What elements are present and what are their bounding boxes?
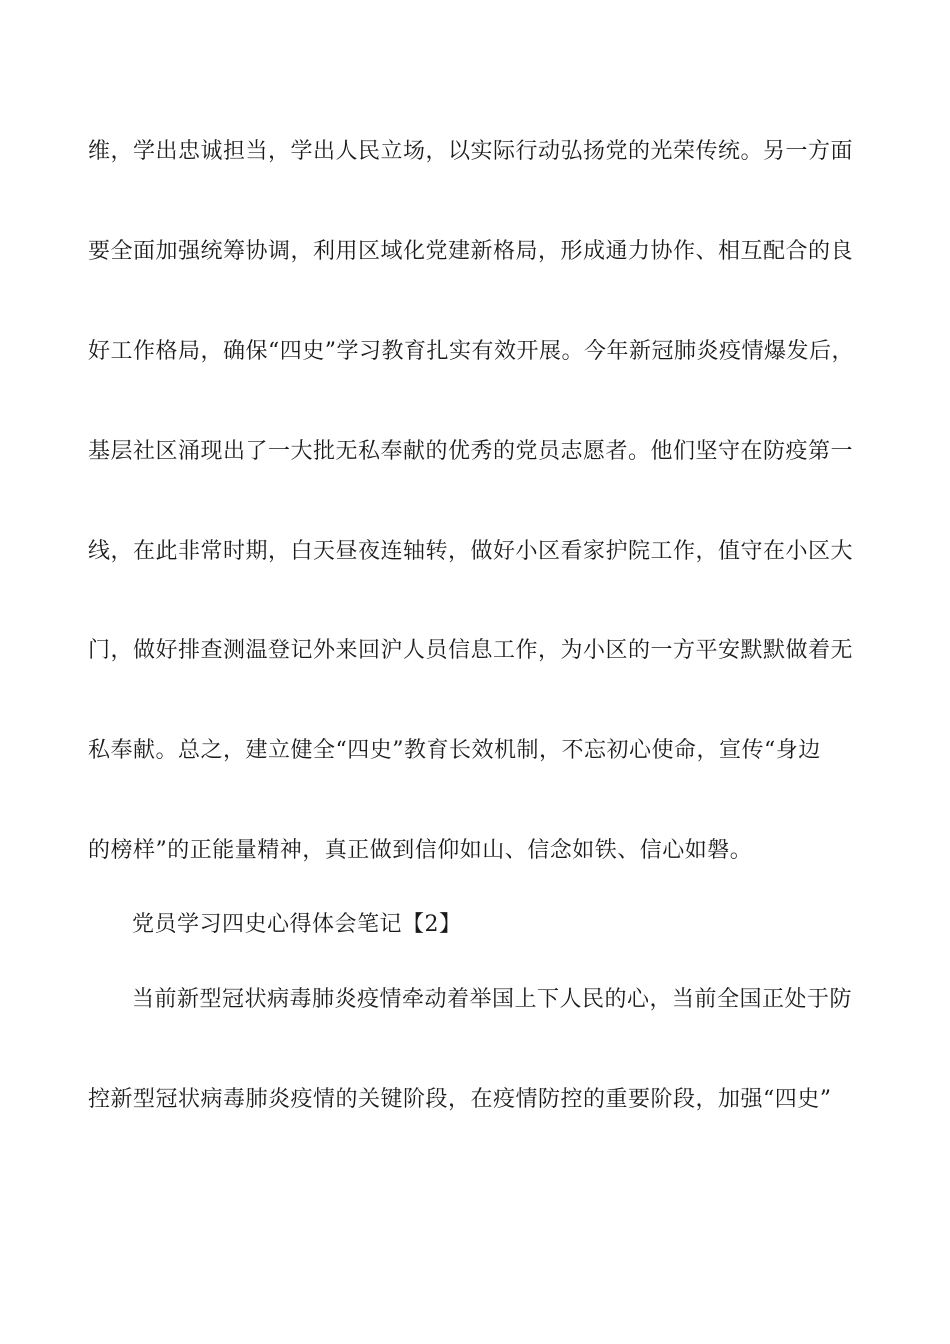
body-text-line-1: 维，学出忠诚担当，学出人民立场，以实际行动弘扬党的光荣传统。另一方面 [88,139,854,164]
body-text-line-5: 线，在此非常时期，白天昼夜连轴转，做好小区看家护院工作，值守在小区大 [88,539,854,564]
body-text-line-6: 门，做好排查测温登记外来回沪人员信息工作，为小区的一方平安默默做着无 [88,638,854,663]
body-text-line-3: 好工作格局，确保“四史”学习教育扎实有效开展。今年新冠肺炎疫情爆发后， [88,339,854,364]
paragraph2-line-1: 当前新型冠状病毒肺炎疫情牵动着举国上下人民的心，当前全国正处于防 [132,987,853,1012]
body-text-line-2: 要全面加强统筹协调，利用区域化党建新格局，形成通力协作、相互配合的良 [88,239,854,264]
section-title: 党员学习四史心得体会笔记【2】 [132,912,462,937]
paragraph2-line-2: 控新型冠状病毒肺炎疫情的关键阶段，在疫情防控的重要阶段，加强“四史” [88,1087,832,1112]
body-text-line-8: 的榜样”的正能量精神，真正做到信仰如山、信念如铁、信心如磐。 [88,838,753,863]
body-text-line-4: 基层社区涌现出了一大批无私奉献的优秀的党员志愿者。他们坚守在防疫第一 [88,439,854,464]
body-text-line-7: 私奉献。总之，建立健全“四史”教育长效机制，不忘初心使命，宣传“身边 [88,738,821,763]
